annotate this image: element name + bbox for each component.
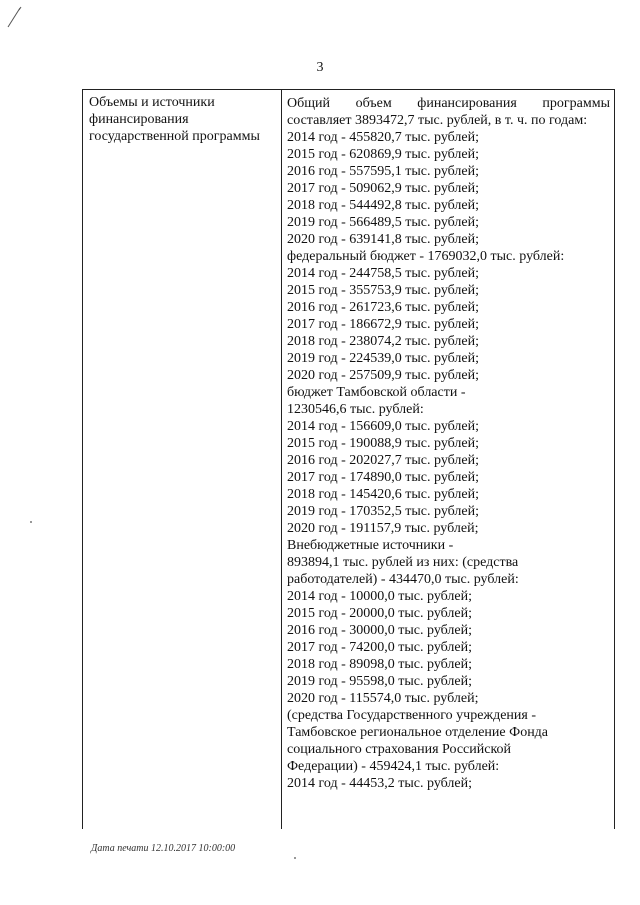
funding-line: 2014 год - 156609,0 тыс. рублей; bbox=[287, 419, 480, 434]
funding-details-cell bbox=[287, 95, 610, 792]
funding-line: социального страхования Российской bbox=[287, 742, 512, 757]
funding-line: 2016 год - 261723,6 тыс. рублей; bbox=[287, 300, 480, 315]
funding-line: 2019 год - 566489,5 тыс. рублей; bbox=[287, 215, 480, 230]
funding-label-cell: Объемы и источники финансирования государственной программы bbox=[89, 95, 260, 144]
scan-speck bbox=[294, 857, 296, 859]
funding-line: 2019 год - 95598,0 тыс. рублей; bbox=[287, 674, 473, 689]
pen-stroke-icon bbox=[6, 6, 22, 28]
funding-line: 2015 год - 20000,0 тыс. рублей; bbox=[287, 606, 473, 621]
funding-line: работодателей) - 434470,0 тыс. рублей: bbox=[287, 572, 519, 587]
column-divider bbox=[281, 90, 282, 829]
funding-line: 2017 год - 509062,9 тыс. рублей; bbox=[287, 181, 480, 196]
funding-line: 2018 год - 238074,2 тыс. рублей; bbox=[287, 334, 480, 349]
funding-line: 2015 год - 190088,9 тыс. рублей; bbox=[287, 436, 480, 451]
funding-line: Внебюджетные источники - bbox=[287, 538, 454, 553]
funding-line: 2020 год - 115574,0 тыс. рублей; bbox=[287, 691, 479, 706]
funding-line: 2019 год - 224539,0 тыс. рублей; bbox=[287, 351, 480, 366]
funding-line: 2018 год - 145420,6 тыс. рублей; bbox=[287, 487, 480, 502]
funding-line: 1230546,6 тыс. рублей: bbox=[287, 402, 424, 417]
funding-table bbox=[82, 89, 615, 829]
funding-line: 2014 год - 10000,0 тыс. рублей; bbox=[287, 589, 473, 604]
funding-line: 2018 год - 89098,0 тыс. рублей; bbox=[287, 657, 473, 672]
print-date-footer: Дата печати 12.10.2017 10:00:00 bbox=[91, 843, 236, 854]
scan-speck bbox=[30, 521, 32, 523]
funding-line: 2020 год - 191157,9 тыс. рублей; bbox=[287, 521, 479, 536]
funding-line: 2016 год - 202027,7 тыс. рублей; bbox=[287, 453, 480, 468]
funding-intro: Общий объем финансирования программы составляет 3893472,7 тыс. рублей, в т. ч. по годам: bbox=[287, 96, 610, 128]
funding-line: 2016 год - 557595,1 тыс. рублей; bbox=[287, 164, 480, 179]
funding-line: бюджет Тамбовской области - bbox=[287, 385, 466, 400]
funding-line: 2014 год - 244758,5 тыс. рублей; bbox=[287, 266, 480, 281]
funding-line: 2017 год - 174890,0 тыс. рублей; bbox=[287, 470, 480, 485]
funding-line: 2019 год - 170352,5 тыс. рублей; bbox=[287, 504, 480, 519]
funding-line: 2015 год - 620869,9 тыс. рублей; bbox=[287, 147, 480, 162]
funding-line: 2014 год - 455820,7 тыс. рублей; bbox=[287, 130, 480, 145]
funding-line: 2020 год - 257509,9 тыс. рублей; bbox=[287, 368, 480, 383]
funding-line: Федерации) - 459424,1 тыс. рублей: bbox=[287, 759, 500, 774]
funding-line: (средства Государственного учреждения - bbox=[287, 708, 536, 723]
funding-lines bbox=[287, 129, 610, 792]
funding-line: 2017 год - 186672,9 тыс. рублей; bbox=[287, 317, 480, 332]
funding-line: 2014 год - 44453,2 тыс. рублей; bbox=[287, 776, 473, 791]
funding-line: федеральный бюджет - 1769032,0 тыс. рублей: bbox=[287, 249, 565, 264]
funding-line: 2018 год - 544492,8 тыс. рублей; bbox=[287, 198, 480, 213]
funding-line: 2017 год - 74200,0 тыс. рублей; bbox=[287, 640, 473, 655]
funding-line: 2020 год - 639141,8 тыс. рублей; bbox=[287, 232, 480, 247]
funding-line: 893894,1 тыс. рублей из них: (средства bbox=[287, 555, 519, 570]
funding-line: 2016 год - 30000,0 тыс. рублей; bbox=[287, 623, 473, 638]
funding-line: Тамбовское региональное отделение Фонда bbox=[287, 725, 549, 740]
funding-line: 2015 год - 355753,9 тыс. рублей; bbox=[287, 283, 480, 298]
page-number: 3 bbox=[316, 60, 324, 75]
